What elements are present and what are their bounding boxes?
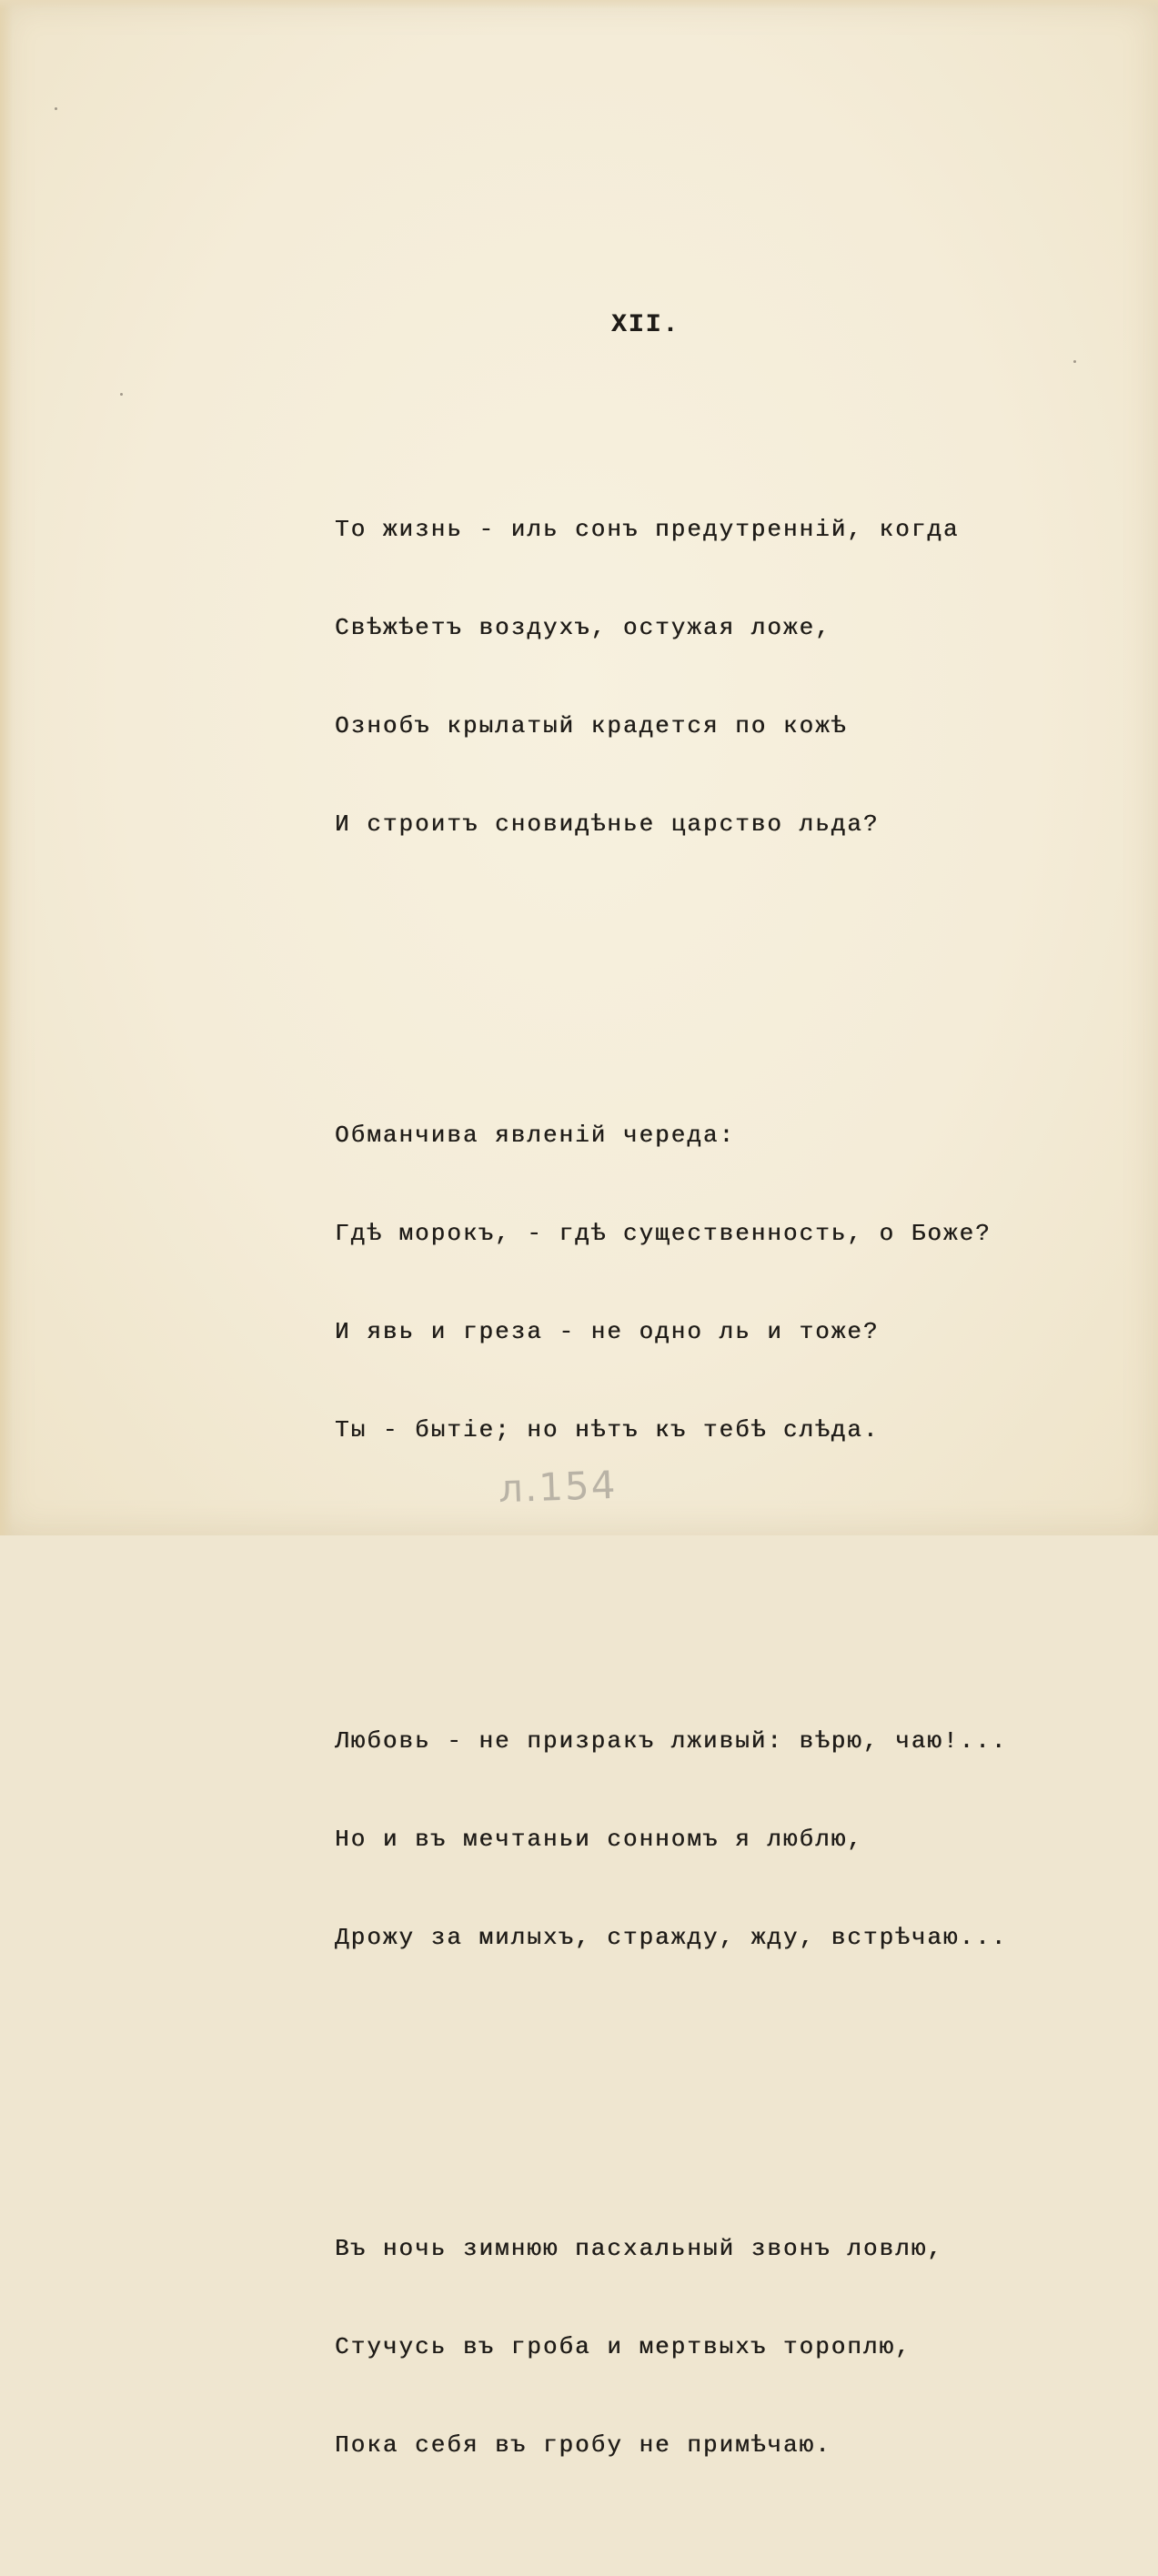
poem-line: Обманчива явленій череда: [335, 1122, 736, 1149]
poem-line: Ознобъ крылатый крадется по кожѣ [335, 712, 848, 740]
poem-line: Любовь - не призракъ лживый: вѣрю, чаю!... [335, 1727, 1008, 1755]
poem-line: Но и въ мечтаньи сонномъ я люблю, [335, 1826, 863, 1853]
stanza-2 [335, 1059, 1007, 1506]
poem-line: И строитъ сновидѣнье царство льда? [335, 810, 880, 838]
stanza-1 [335, 453, 1007, 901]
poem-heading: XII. [611, 311, 680, 339]
paper-top-edge [0, 0, 1158, 9]
ink-speck [120, 393, 123, 396]
poem-line: Дрожу за милыхъ, стражду, жду, встрѣчаю... [335, 1924, 1008, 1951]
poem-line: И явь и греза - не одно ль и тоже? [335, 1318, 880, 1345]
poem-line: Пока себя въ гробу не примѣчаю. [335, 2431, 831, 2459]
stanza-3 [335, 1665, 1007, 2014]
ink-speck [55, 107, 57, 110]
stanza-gap [335, 2068, 1007, 2118]
poem-line: То жизнь - иль сонъ предутренній, когда [335, 516, 960, 543]
poem-line: Въ ночь зимнюю пасхальный звонъ ловлю, [335, 2235, 943, 2262]
ink-speck [1073, 360, 1076, 363]
poem-body [335, 398, 1007, 2576]
paper-left-edge [0, 0, 13, 1535]
stanza-gap [335, 1561, 1007, 1610]
poem-line: Гдѣ морокъ, - гдѣ существенность, о Боже? [335, 1220, 992, 1247]
poem-line: Ты - бытіе; но нѣтъ къ тебѣ слѣда. [335, 1416, 880, 1444]
stanza-4 [335, 2172, 1007, 2521]
poem-line: Свѣжѣетъ воздухъ, остужая ложе, [335, 614, 831, 641]
stanza-gap [335, 955, 1007, 1004]
poem-line: Стучусь въ гроба и мертвыхъ тороплю, [335, 2333, 911, 2360]
archive-folio-mark: л.154 [498, 1462, 619, 1512]
